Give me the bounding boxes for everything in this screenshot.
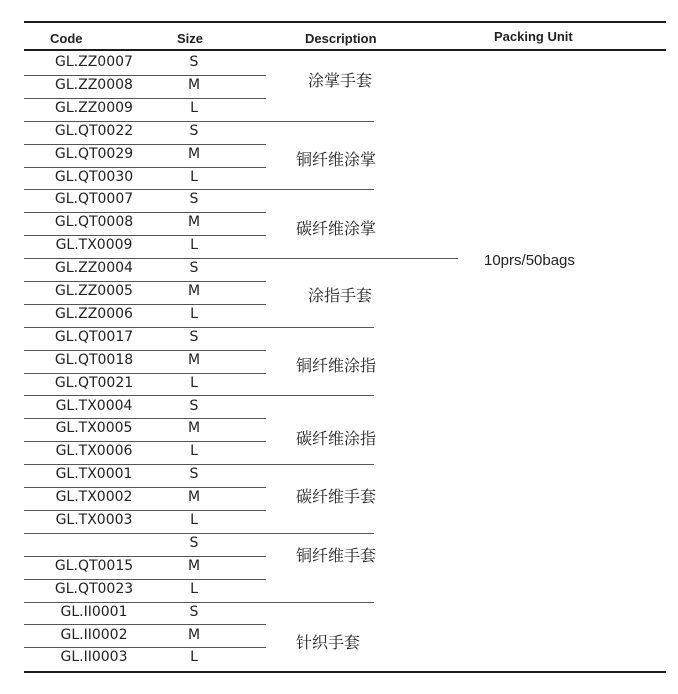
size-cell: L [190, 443, 198, 460]
header-size: Size [177, 31, 204, 46]
code-cell: GL.TX0009 [55, 237, 133, 254]
size-cell: S [189, 534, 199, 551]
size-cell: S [189, 191, 199, 208]
code-cell: GL.QT0022 [54, 122, 134, 139]
code-cell: GL.TX0005 [55, 420, 133, 437]
code-cell: GL.TX0006 [55, 443, 133, 460]
row-divider [24, 75, 266, 76]
code-cell: GL.QT0021 [54, 374, 134, 391]
description-label: 碳纤维手套 [296, 487, 377, 506]
code-cell: GL.QT0030 [54, 168, 134, 185]
size-cell: S [189, 397, 199, 414]
size-cell: L [190, 374, 198, 391]
size-cell: L [190, 168, 198, 185]
size-cell: L [190, 512, 198, 528]
description-label: 铜纤维涂掌 [296, 150, 377, 169]
code-cell: GL.ZZ0006 [55, 305, 133, 322]
size-cell: M [187, 420, 201, 437]
description-label: 铜纤维手套 [296, 546, 377, 565]
description-label: 针织手套 [296, 633, 361, 652]
code-cell: GL.ZZ0007 [55, 54, 133, 70]
code-cell: GL.TX0001 [55, 466, 133, 483]
code-cell: GL.QT0023 [54, 580, 134, 597]
code-cell: GL.QT0008 [54, 214, 134, 231]
size-cell: M [187, 489, 201, 506]
code-cell: GL.QT0029 [54, 145, 134, 162]
description-label: 碳纤维涂指 [296, 429, 377, 448]
packing-unit-value: 10prs/50bags [484, 252, 575, 269]
code-cell: GL.ZZ0008 [55, 76, 133, 93]
size-cell: L [190, 305, 198, 322]
description-label: 碳纤维涂掌 [296, 219, 377, 238]
code-cell: GL.TX0002 [55, 489, 133, 506]
code-cell: GL.II0001 [60, 603, 128, 620]
code-cell: GL.QT0018 [54, 351, 134, 368]
code-cell: GL.II0002 [60, 626, 128, 643]
code-cell: GL.ZZ0005 [55, 283, 133, 299]
header-packing-unit: Packing Unit [494, 29, 573, 44]
row-divider [24, 212, 266, 213]
size-cell: M [187, 626, 201, 643]
code-cell: GL.II0003 [60, 649, 128, 666]
size-cell: M [187, 283, 201, 299]
size-cell: S [189, 54, 199, 70]
header-bottom-rule [24, 49, 666, 51]
size-cell: S [189, 260, 199, 277]
row-divider [24, 395, 374, 396]
size-cell: L [190, 99, 198, 116]
code-cell: GL.QT0015 [54, 557, 134, 574]
row-divider [24, 189, 374, 190]
code-cell: GL.QT0017 [54, 328, 134, 345]
row-divider [24, 441, 266, 442]
description-label: 铜纤维涂指 [296, 356, 377, 375]
size-cell: L [190, 649, 198, 666]
code-cell: GL.ZZ0004 [55, 260, 133, 277]
table-bottom-rule [24, 671, 666, 673]
row-divider [24, 487, 266, 488]
table-top-rule [24, 21, 666, 23]
code-cell: GL.QT0007 [54, 191, 134, 208]
size-cell: M [187, 557, 201, 574]
row-divider [24, 281, 266, 282]
size-cell: L [190, 237, 198, 254]
size-cell: M [187, 145, 201, 162]
row-divider [24, 533, 374, 534]
size-cell: L [190, 580, 198, 597]
description-label: 涂指手套 [308, 286, 373, 305]
row-divider [24, 464, 374, 465]
row-divider [24, 235, 266, 236]
size-cell: M [187, 351, 201, 368]
header-description: Description [305, 31, 377, 46]
row-divider [24, 304, 266, 305]
row-divider [24, 624, 266, 625]
size-cell: S [189, 122, 199, 139]
size-cell: M [187, 76, 201, 93]
row-divider [24, 418, 266, 419]
row-divider [24, 510, 266, 511]
code-cell: GL.TX0004 [55, 397, 133, 414]
header-code: Code [50, 31, 83, 46]
row-divider [24, 258, 458, 259]
row-divider [24, 647, 266, 648]
description-label: 涂掌手套 [308, 71, 373, 90]
code-cell: GL.ZZ0009 [55, 99, 133, 116]
size-cell: S [189, 603, 199, 620]
code-cell: GL.TX0003 [55, 512, 133, 528]
size-cell: M [187, 214, 201, 231]
size-cell: S [189, 466, 199, 483]
size-cell: S [189, 328, 199, 345]
